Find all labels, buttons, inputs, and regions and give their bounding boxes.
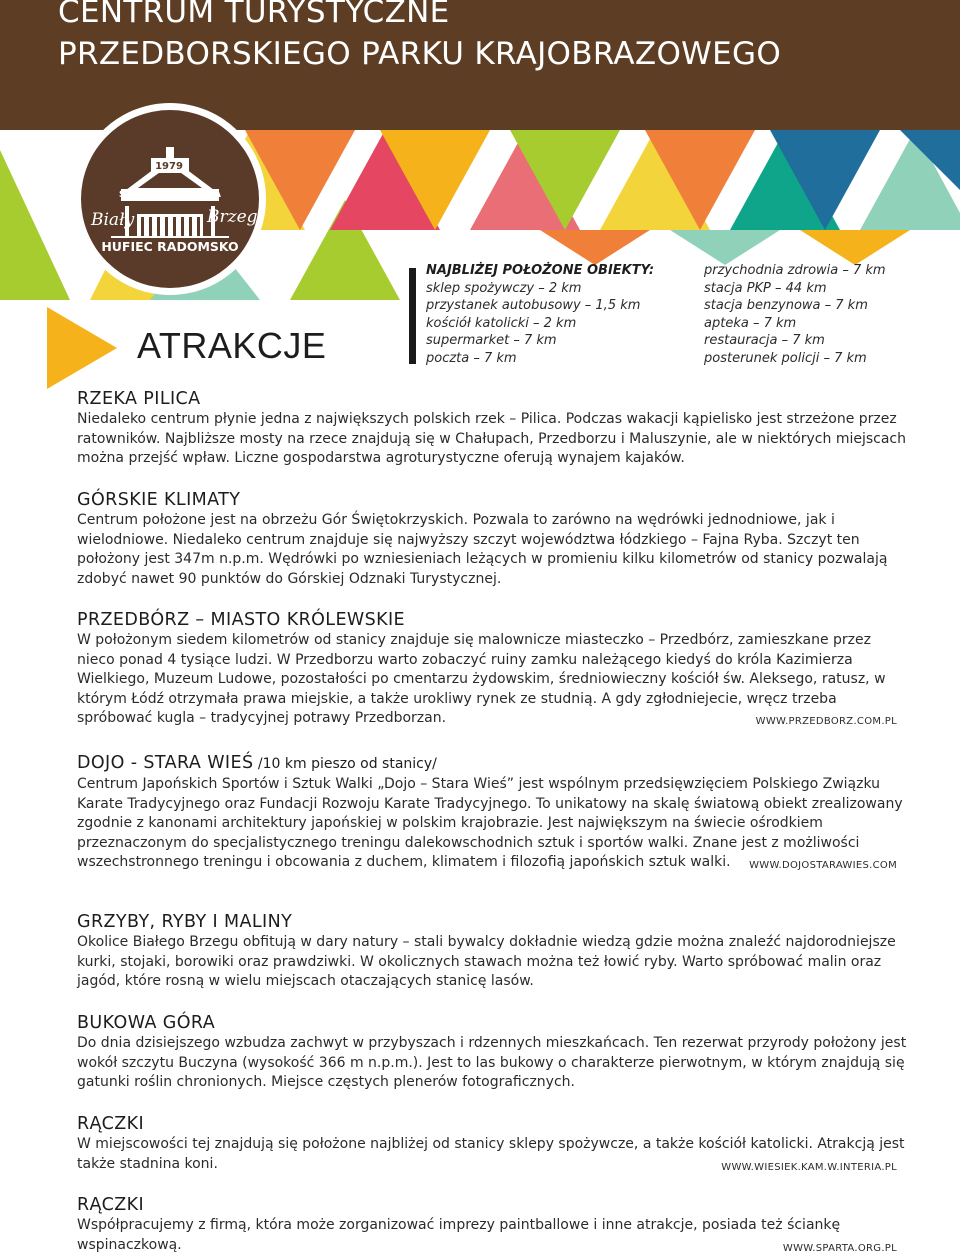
nearby-item: przystanek autobusowy – 1,5 km (426, 297, 654, 315)
website-link[interactable]: WWW.PRZEDBORZ.COM.PL (756, 712, 897, 732)
nearby-item: apteka – 7 km (704, 315, 886, 333)
decorative-triangle (670, 230, 780, 265)
section-title-text: PRZEDBÓRZ – MIASTO KRÓLEWSKIE (77, 610, 405, 630)
section-title-text: GRZYBY, RYBY I MALINY (77, 912, 292, 932)
nearby-title: NAJBLIŻEJ POŁOŻONE OBIEKTY: (426, 262, 654, 280)
section-text: Okolice Białego Brzegu obfitują w dary natury – stali bywalcy dokładnie wiedzą gdzie można znaleźć najdorodniejsze kurki, stojaki, borowiki oraz prawdziwki. W okolicznych stawach można też łowić ryby. Warto spróbować malin oraz jagód, które rosną w wielu miejscach otaczających stanicę lasów. (77, 933, 907, 992)
section-title-text: RZEKA PILICA (77, 389, 201, 409)
section-gorskie-klimaty (77, 490, 907, 589)
section-raczki-paintball (77, 1195, 907, 1258)
section-title-text: BUKOWA GÓRA (77, 1013, 215, 1033)
section-text: Niedaleko centrum płynie jedna z największych polskich rzek – Pilica. Podczas wakacji kąpielisko jest strzeżone przez ratowników. Najbliższe mosty na rzece znajdują się w Chałupach, Przedborzu i Maluszynie, ale w niektórych miejscach można przejść wpław. Liczne gospodarstwa agroturystyczne oferują wynajem kajaków. (77, 410, 907, 469)
nearby-item: kościół katolicki – 2 km (426, 315, 654, 333)
nearby-item: restauracja – 7 km (704, 332, 886, 350)
website-link[interactable]: WWW.DOJOSTARAWIES.COM (749, 856, 897, 876)
section-title (77, 1195, 907, 1216)
section-title-text: RĄCZKI (77, 1195, 144, 1215)
section-text-body: W położonym siedem kilometrów od stanicy znajduje się malownicze miasteczko – Przedbórz, zamieszkane przez nieco ponad 4 tysiące ludzi. W Przedborzu warto zobaczyć ruiny zamku należącego kiedyś do króla Kazimierza Wielkiego, Muzeum Ludowe, pozostałości po cmentarzu żydowskim, średniowieczny kościół św. Aleksego, ratusz, w którym Łódź otrzymała prawa miejskie, a także urokliwy rynek ze studnią. A gdy zgłodniejecie, wręcz trzeba spróbować kugla – tradycyjnej potrawy Przedborzan. (77, 632, 886, 726)
section-dojo (77, 753, 907, 876)
section-grzyby (77, 912, 907, 992)
nearby-item: przychodnia zdrowia – 7 km (704, 262, 886, 280)
decorative-triangle (800, 230, 910, 265)
section-title (77, 389, 907, 410)
section-text-body: W miejscowości tej znajdują się położone najbliżej od stanicy sklepy spożywcze, a także kościół katolicki. Atrakcją jest także stadnina koni. (77, 1136, 905, 1172)
section-title-text: GÓRSKIE KLIMATY (77, 490, 240, 510)
section-text (77, 1216, 907, 1255)
section-title (77, 912, 907, 933)
website-link[interactable]: WWW.SPARTA.ORG.PL (783, 1239, 897, 1258)
section-title (77, 1013, 907, 1034)
nearby-list-right (704, 262, 886, 368)
logo-name-right: Brzeg (207, 207, 258, 227)
nearby-divider-bar (409, 268, 416, 364)
website-link[interactable]: WWW.WIESIEK.KAM.W.INTERIA.PL (721, 1158, 897, 1178)
section-title (77, 1114, 907, 1135)
logo-year: 1979 (151, 161, 187, 172)
section-title-text: DOJO - STARA WIEŚ (77, 753, 253, 773)
section-raczki (77, 1114, 907, 1177)
section-text: Do dnia dzisiejszego wzbudza zachwyt w przybyszach i rdzennych mieszkańcach. Ten rezerwat przyrody położony jest wokół szczytu Buczyna (wysokość 366 m n.p.m.). Jest to las bukowy o charakterze pierwotnym, w którym znajdują się gatunki roślin chronionych. Miejsce częstych plenerów fotograficznych. (77, 1034, 907, 1093)
nearby-item: poczta – 7 km (426, 350, 654, 368)
logo-name-left: Biały (91, 210, 134, 230)
section-bukowa-gora (77, 1013, 907, 1093)
stanica-logo (74, 103, 266, 295)
section-label-atrakcje: ATRAKCJE (137, 325, 326, 367)
logo-hufiec-text: HUFIEC RADOMSKO (91, 239, 249, 254)
decorative-triangle (540, 230, 650, 265)
logo-stanica-text: STANICA HARCERSKA (111, 190, 229, 200)
decorative-triangle (0, 150, 70, 300)
page-title-line-2: PRZEDBORSKIEGO PARKU KRAJOBRAZOWEGO (58, 36, 781, 72)
nearby-item: supermarket – 7 km (426, 332, 654, 350)
section-text: Centrum położone jest na obrzeżu Gór Świętokrzyskich. Pozwala to zarówno na wędrówki jednodniowe, jak i wielodniowe. Niedaleko centrum znajduje się najwyższy szczyt województwa łódzkiego – Fajna Ryba. Szczyt ten położony jest 347m n.p.m. Wędrówki po wzniesieniach leżących w promieniu kilku kilometrów od stanicy pozwalają zdobyć nawet 90 punktów do Górskiej Odznaki Turystycznej. (77, 511, 907, 589)
section-text (77, 1135, 907, 1174)
section-title (77, 753, 907, 775)
section-text (77, 631, 907, 729)
page-title-line-1: CENTRUM TURYSTYCZNE (58, 0, 450, 30)
section-rzeka-pilica (77, 389, 907, 469)
section-title (77, 610, 907, 631)
section-text-body: Współpracujemy z firmą, która może zorganizować imprezy paintballowe i inne atrakcje, posiada też ściankę wspinaczkową. (77, 1217, 840, 1253)
play-triangle-icon (47, 307, 119, 391)
section-subtitle: /10 km pieszo od stanicy/ (253, 756, 436, 772)
nearby-item: posterunek policji – 7 km (704, 350, 886, 368)
nearby-item: stacja PKP – 44 km (704, 280, 886, 298)
section-text (77, 775, 907, 873)
section-title-text: RĄCZKI (77, 1114, 144, 1134)
section-przedborz (77, 610, 907, 732)
section-text-body: Centrum Japońskich Sportów i Sztuk Walki „Dojo – Stara Wieś” jest wspólnym przedsięwzięciem Polskiego Związku Karate Tradycyjnego oraz Fundacji Rozwoju Karate Tradycyjnego. To unikatowy na skalę światową obiekt zrealizowany zgodnie z kanonami architektury japońskiej w polskim krajobrazie. Jest największym na świecie ośrodkiem przeznaczonym do specjalistycznego treningu dalekowschodnich sztuk i sportów walki. Znane jest z możliwości wszechstronnego treningu i obcowania z duchem, klimatem i filozofią japońskich sztuk walki. (77, 776, 903, 870)
nearby-item: sklep spożywczy – 2 km (426, 280, 654, 298)
nearby-list-left (426, 262, 654, 368)
section-title (77, 490, 907, 511)
nearby-item: stacja benzynowa – 7 km (704, 297, 886, 315)
